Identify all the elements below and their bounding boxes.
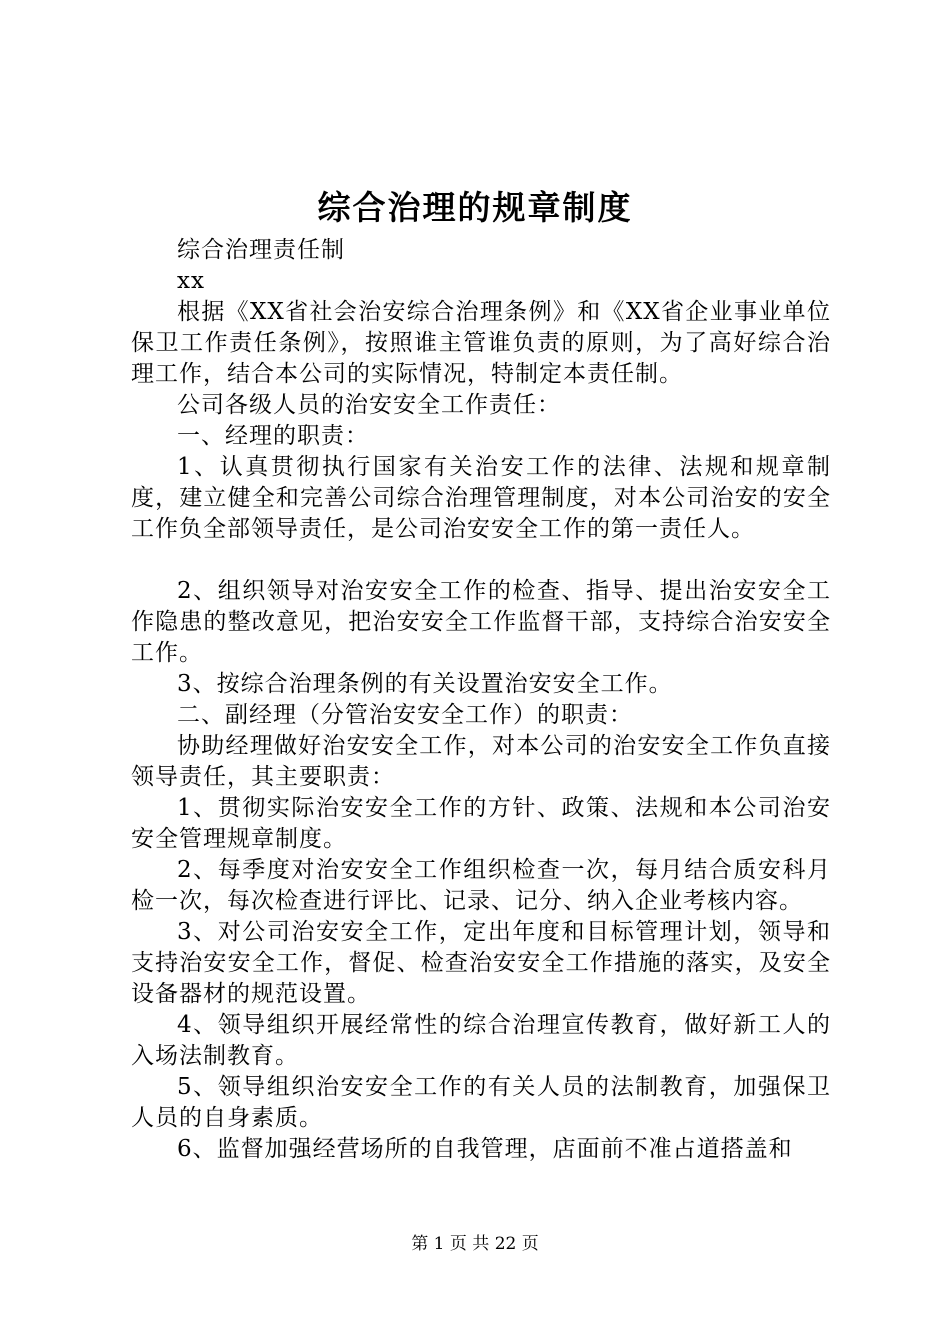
list-item: 3、按综合治理条例的有关设置治安安全工作。 — [177, 671, 673, 697]
list-item: 4、领导组织开展经常性的综合治理宣传教育，做好新工人的入场法制教育。 — [131, 1012, 831, 1069]
paragraph-preamble: 根据《XX省社会治安综合治理条例》和《XX省企业事业单位保卫工作责任条例》，按照谁主管谁负责的原则，为了高好综合治理工作，结合本公司的实际情况，特制定本责任制。 — [131, 299, 831, 387]
paragraph-placeholder: xx — [177, 268, 205, 294]
document-body — [131, 235, 831, 1165]
page-number-footer: 第 1 页 共 22 页 — [411, 1234, 539, 1254]
paragraph-deputy-intro: 协助经理做好治安安全工作，对本公司的治安安全工作负直接领导责任，其主要职责： — [131, 733, 831, 790]
document-title: 综合治理的规章制度 — [317, 188, 633, 227]
list-item: 2、每季度对治安安全工作组织检查一次，每月结合质安科月检一次，每次检查进行评比、记录、记分、纳入企业考核内容。 — [131, 857, 831, 914]
section-heading-deputy-manager: 二、副经理（分管治安安全工作）的职责： — [177, 702, 633, 728]
paragraph-heading-responsibilities: 公司各级人员的治安安全工作责任： — [177, 392, 561, 418]
list-item: 3、对公司治安安全工作，定出年度和目标管理计划，领导和支持治安安全工作，督促、检查治安安全工作措施的落实，及安全设备器材的规范设置。 — [131, 919, 831, 1007]
list-item: 1、贯彻实际治安安全工作的方针、政策、法规和本公司治安安全管理规章制度。 — [131, 795, 831, 852]
section-heading-manager: 一、经理的职责： — [177, 423, 369, 449]
list-item: 5、领导组织治安安全工作的有关人员的法制教育，加强保卫人员的自身素质。 — [131, 1074, 831, 1131]
paragraph-subtitle: 综合治理责任制 — [177, 237, 345, 263]
list-item: 2、组织领导对治安安全工作的检查、指导、提出治安安全工作隐患的整改意见，把治安安全工作监督干部，支持综合治安安全工作。 — [131, 578, 831, 666]
list-item: 1、认真贯彻执行国家有关治安工作的法律、法规和规章制度，建立健全和完善公司综合治理管理制度，对本公司治安的安全工作负全部领导责任，是公司治安安全工作的第一责任人。 — [131, 454, 831, 542]
list-item: 6、监督加强经营场所的自我管理，店面前不准占道搭盖和 — [177, 1136, 793, 1162]
